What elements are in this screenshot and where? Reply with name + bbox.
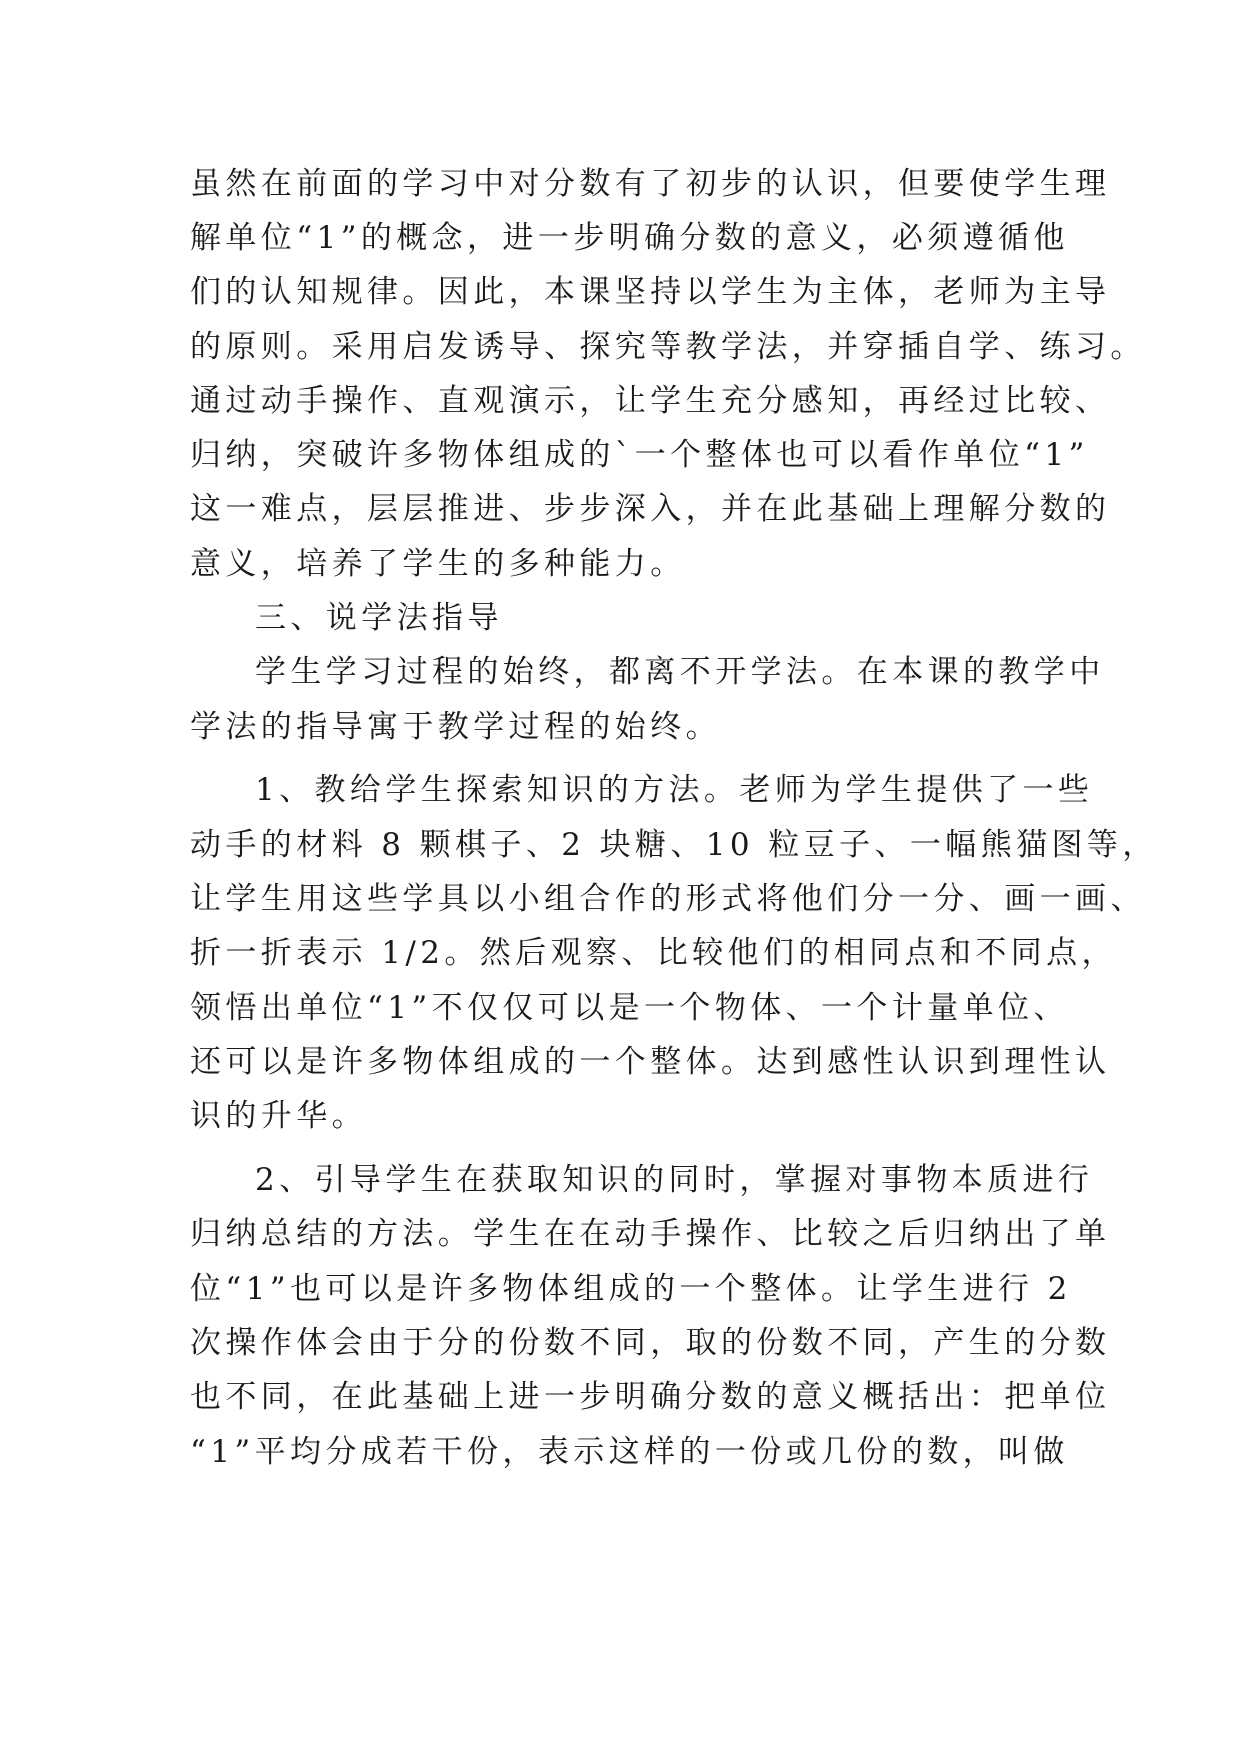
text-line: 让学生用这些学具以小组合作的形式将他们分一分、画一画、 — [190, 881, 1146, 917]
text-line: 归纳，突破许多物体组成的`一个整体也可以看作单位“1” — [190, 437, 1089, 473]
section-heading: 三、说学法指导 — [255, 600, 503, 636]
text-line: 折一折表示 1/2。然后观察、比较他们的相同点和不同点， — [190, 935, 1117, 971]
text-line: 学生学习过程的始终，都离不开学法。在本课的教学中 — [255, 654, 1105, 690]
text-line: 们的认知规律。因此，本课坚持以学生为主体，老师为主导 — [190, 274, 1111, 310]
text-line: 解单位“1”的概念，进一步明确分数的意义，必须遵循他 — [190, 220, 1069, 256]
text-line: “1”平均分成若干份，表示这样的一份或几份的数，叫做 — [190, 1434, 1069, 1470]
text-line: 还可以是许多物体组成的一个整体。达到感性认识到理性认 — [190, 1044, 1111, 1080]
text-line: 也不同，在此基础上进一步明确分数的意义概括出：把单位 — [190, 1379, 1111, 1415]
text-line: 2、引导学生在获取知识的同时，掌握对事物本质进行 — [255, 1162, 1094, 1198]
text-line: 这一难点，层层推进、步步深入，并在此基础上理解分数的 — [190, 491, 1111, 527]
text-line: 领悟出单位“1”不仅仅可以是一个物体、一个计量单位、 — [190, 990, 1069, 1026]
text-line: 通过动手操作、直观演示，让学生充分感知，再经过比较、 — [190, 383, 1111, 419]
text-line: 识的升华。 — [190, 1098, 367, 1134]
text-line: 虽然在前面的学习中对分数有了初步的认识，但要使学生理 — [190, 166, 1111, 202]
text-line: 意义，培养了学生的多种能力。 — [190, 546, 686, 582]
text-line: 位“1”也可以是许多物体组成的一个整体。让学生进行 2 — [190, 1271, 1072, 1307]
text-line: 次操作体会由于分的份数不同，取的份数不同，产生的分数 — [190, 1325, 1111, 1361]
text-line: 动手的材料 8 颗棋子、2 块糖、10 粒豆子、一幅熊猫图等， — [190, 827, 1158, 863]
text-line: 1、教给学生探索知识的方法。老师为学生提供了一些 — [255, 772, 1094, 808]
text-line: 的原则。采用启发诱导、探究等教学法，并穿插自学、练习。 — [190, 329, 1146, 365]
text-line: 学法的指导寓于教学过程的始终。 — [190, 709, 721, 745]
text-line: 归纳总结的方法。学生在在动手操作、比较之后归纳出了单 — [190, 1216, 1111, 1252]
